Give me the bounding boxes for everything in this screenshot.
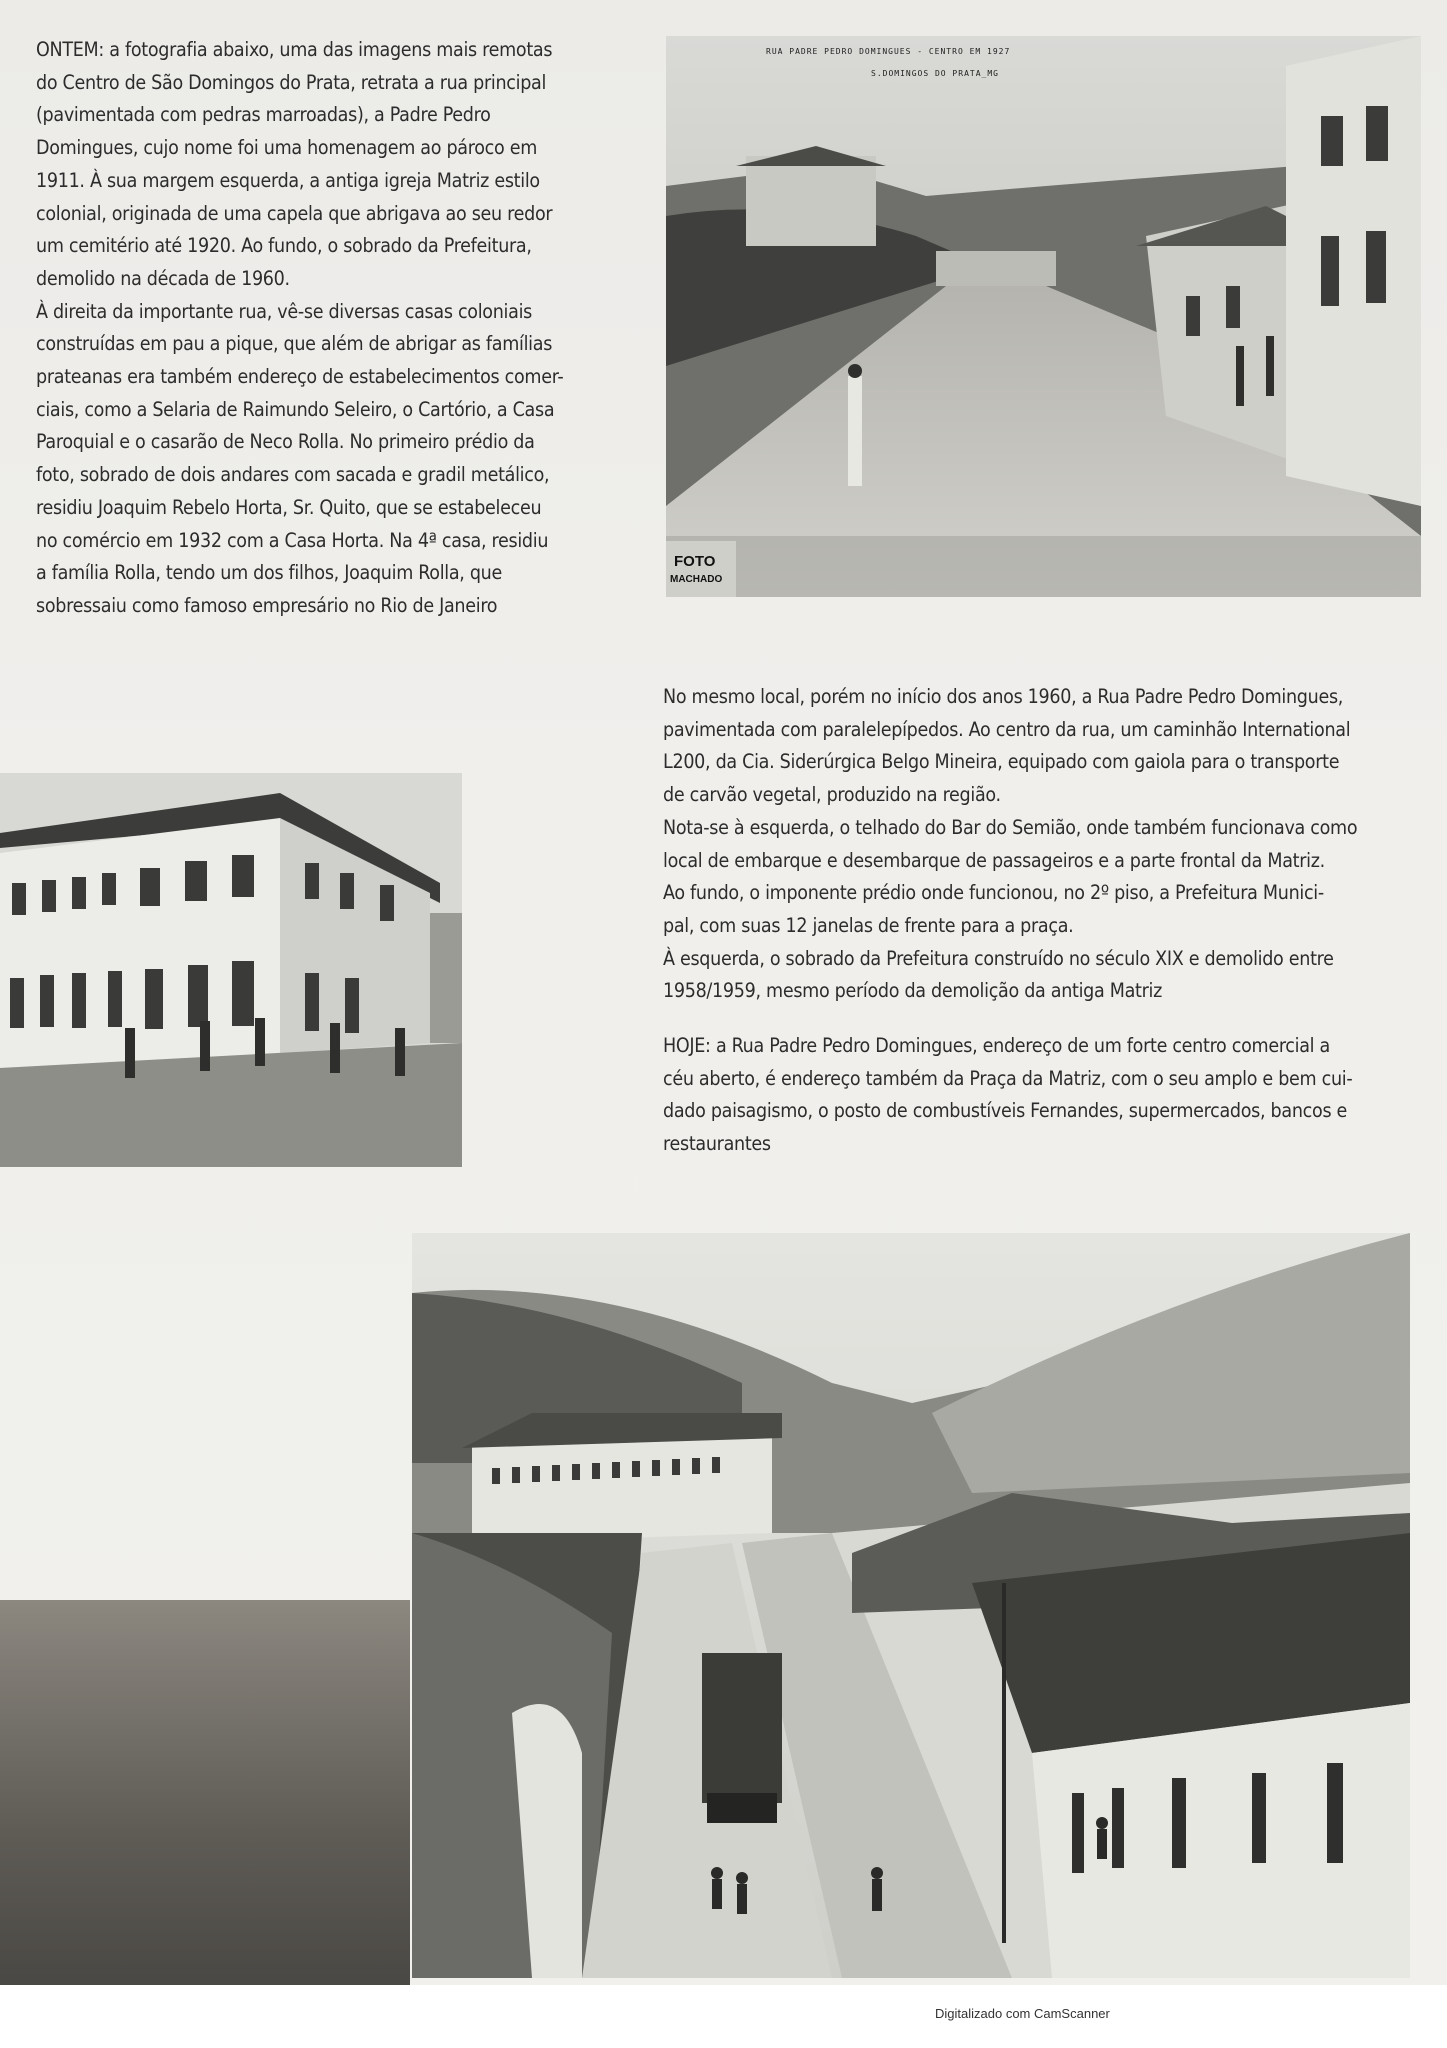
hoje-line: HOJE: a Rua Padre Pedro Domingues, endereço de um forte centro comercial a <box>663 1034 1330 1058</box>
ontem-line: 1911. À sua margem esquerda, a antiga igreja Matriz estilo <box>36 168 540 192</box>
middle-line: pal, com suas 12 janelas de frente para a praça. <box>663 913 1074 937</box>
middle-line: 1958/1959, mesmo período da demolição da antiga Matriz <box>663 979 1162 1003</box>
ontem-line: Paroquial e o casarão de Neco Rolla. No primeiro prédio da <box>36 430 535 454</box>
ontem-line: do Centro de São Domingos do Prata, retrata a rua principal <box>36 70 547 94</box>
middle-paragraph <box>663 681 1357 1161</box>
photo-1960-street <box>412 1233 1410 1978</box>
ontem-line: sobressaiu como famoso empresário no Rio de Janeiro <box>36 593 498 617</box>
middle-line: de carvão vegetal, produzido na região. <box>663 783 1001 807</box>
ontem-line: foto, sobrado de dois andares com sacada e gradil metálico, <box>36 463 550 487</box>
photo1-stamp-machado: MACHADO <box>670 574 723 585</box>
middle-line: L200, da Cia. Siderúrgica Belgo Mineira, equipado com gaiola para o transporte <box>663 750 1340 774</box>
photo-prefeitura-building <box>0 773 462 1167</box>
photo1-caption-line2: S.DOMINGOS DO PRATA_MG <box>871 69 999 78</box>
ontem-line: no comércio em 1932 com a Casa Horta. Na 4ª casa, residiu <box>36 528 549 552</box>
hoje-line: dado paisagismo, o posto de combustíveis Fernandes, supermercados, bancos e <box>663 1099 1348 1123</box>
middle-line: Nota-se à esquerda, o telhado do Bar do Semião, onde também funcionava como <box>663 815 1358 839</box>
middle-line: local de embarque e desembarque de passageiros e a parte frontal da Matriz. <box>663 848 1325 872</box>
ontem-line: a família Rolla, tendo um dos filhos, Joaquim Rolla, que <box>36 561 502 585</box>
ontem-line: demolido na década de 1960. <box>36 266 290 290</box>
ontem-line: ciais, como a Selaria de Raimundo Seleiro, o Cartório, a Casa <box>36 397 555 421</box>
ontem-line: residiu Joaquim Rebelo Horta, Sr. Quito, que se estabeleceu <box>36 495 542 519</box>
scan-shadow <box>0 1600 410 1985</box>
photo1-stamp-foto: FOTO <box>674 553 716 570</box>
ontem-line: ONTEM: a fotografia abaixo, uma das imagens mais remotas <box>36 38 553 61</box>
hoje-line: céu aberto, é endereço também da Praça da Matriz, com o seu amplo e bem cui- <box>663 1066 1353 1090</box>
ontem-line: colonial, originada de uma capela que abrigava ao seu redor <box>36 201 553 225</box>
ontem-line: um cemitério até 1920. Ao fundo, o sobrado da Prefeitura, <box>36 234 532 258</box>
scan-footer <box>0 1985 1447 2048</box>
hoje-line: restaurantes <box>663 1132 771 1156</box>
photo1-caption-line1: RUA PADRE PEDRO DOMINGUES - CENTRO EM 1927 <box>766 47 1011 56</box>
middle-line: No mesmo local, porém no início dos anos 1960, a Rua Padre Pedro Domingues, <box>663 685 1344 708</box>
ontem-line: prateanas era também endereço de estabelecimentos comer- <box>36 365 564 389</box>
middle-line: pavimentada com paralelepípedos. Ao centro da rua, um caminhão International <box>663 717 1351 741</box>
ontem-paragraph <box>36 34 563 623</box>
ontem-line: construídas em pau a pique, que além de abrigar as famílias <box>36 332 553 356</box>
middle-line: Ao fundo, o imponente prédio onde funcionou, no 2º piso, a Prefeitura Munici- <box>663 881 1324 905</box>
ontem-line: (pavimentada com pedras marroadas), a Padre Pedro <box>36 103 491 127</box>
photo-1927-street <box>666 36 1421 597</box>
middle-line: À esquerda, o sobrado da Prefeitura construído no século XIX e demolido entre <box>663 946 1334 970</box>
ontem-line: Domingues, cujo nome foi uma homenagem ao pároco em <box>36 136 537 160</box>
ontem-line: À direita da importante rua, vê-se diversas casas coloniais <box>36 299 532 323</box>
camscanner-footer-text: Digitalizado com CamScanner <box>935 2006 1110 2021</box>
